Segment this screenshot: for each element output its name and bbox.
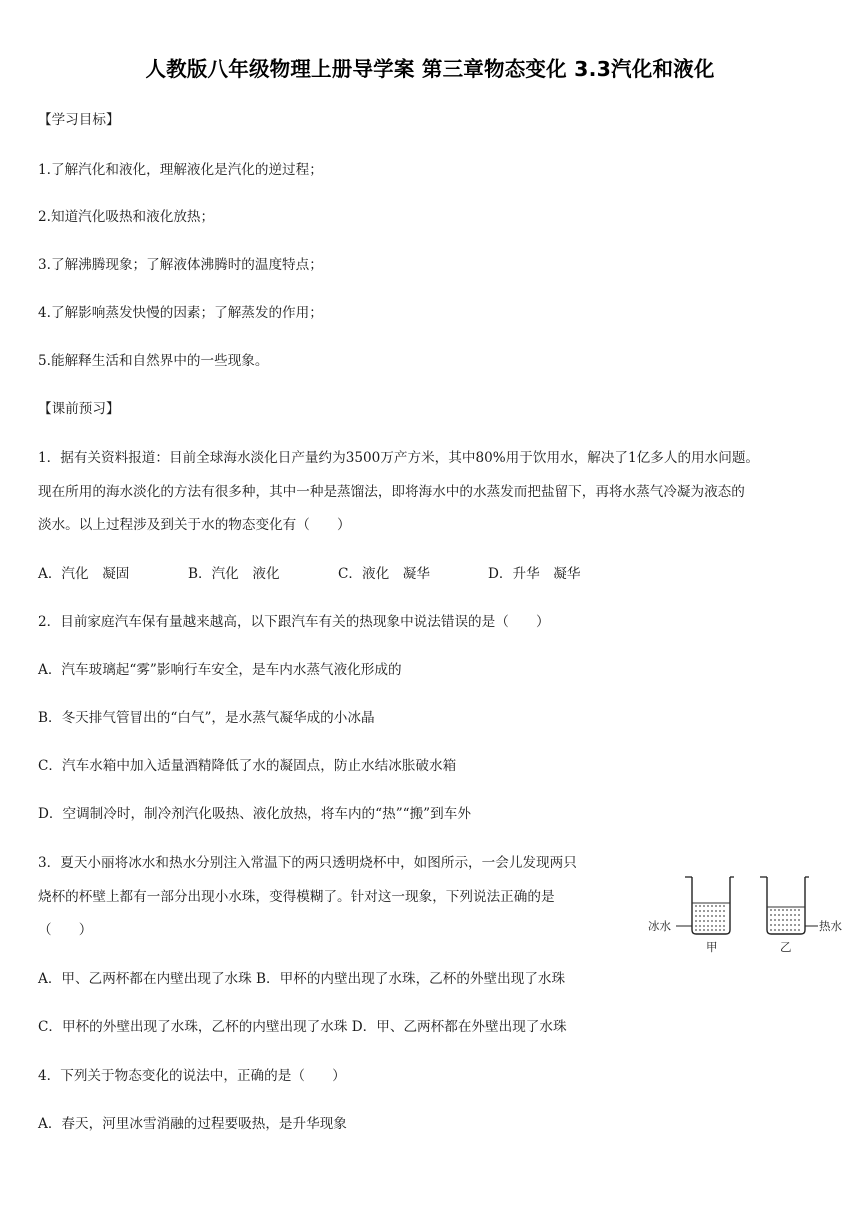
objective-item: 2.知道汽化吸热和液化放热； <box>38 209 215 225</box>
question-1-options <box>38 564 580 584</box>
preview-header: 【课前预习】 <box>38 401 120 417</box>
beaker-b <box>760 877 809 934</box>
question-2-option-b: B．冬天排气管冒出的“白气”，是水蒸气凝华成的小冰晶 <box>38 710 375 726</box>
question-3-option-cd: C．甲杯的外壁出现了水珠，乙杯的内壁出现了水珠 D．甲、乙两杯都在外壁出现了水珠 <box>38 1019 567 1035</box>
objective-item: 5.能解释生活和自然界中的一些现象。 <box>38 353 269 369</box>
label-cup-a: 甲 <box>706 940 718 954</box>
objectives-header: 【学习目标】 <box>38 112 120 128</box>
question-3-text: 烧杯的杯壁上都有一部分出现小水珠，变得模糊了。针对这一现象，下列说法正确的是 <box>38 889 555 905</box>
question-4-option-a: A．春天，河里冰雪消融的过程要吸热，是升华现象 <box>38 1116 347 1132</box>
beaker-a <box>685 877 734 934</box>
question-4-stem: 4．下列关于物态变化的说法中，正确的是（ ） <box>38 1068 346 1084</box>
beakers-diagram <box>648 872 848 958</box>
question-1-text: 1．据有关资料报道：目前全球海水淡化日产量约为3500万产方米，其中80%用于饮用水，解决了1亿多人的用水问题。 <box>38 450 760 466</box>
page-title: 人教版八年级物理上册导学案 第三章物态变化 3.3汽化和液化 <box>145 57 715 81</box>
question-3-text: （ ） <box>38 922 93 938</box>
label-hot-water: 热水 <box>819 919 842 933</box>
question-2-option-a: A．汽车玻璃起“雾”影响行车安全，是车内水蒸气液化形成的 <box>38 662 402 678</box>
objective-item: 1.了解汽化和液化，理解液化是汽化的逆过程； <box>38 162 323 178</box>
beaker-figure <box>648 872 848 958</box>
option-b: B．汽化 液化 <box>188 566 280 582</box>
objective-item: 4.了解影响蒸发快慢的因素；了解蒸发的作用； <box>38 305 323 321</box>
objective-item: 3.了解沸腾现象；了解液体沸腾时的温度特点； <box>38 257 323 273</box>
question-3-text: 3．夏天小丽将冰水和热水分别注入常温下的两只透明烧杯中，如图所示，一会儿发现两只 <box>38 855 577 871</box>
option-a: A．汽化 凝固 <box>38 566 130 582</box>
option-c: C．液化 凝华 <box>338 566 430 582</box>
option-d: D．升华 凝华 <box>488 566 581 582</box>
question-1-text: 现在所用的海水淡化的方法有很多种，其中一种是蒸馏法，即将海水中的水蒸发而把盐留下，再将水蒸气冷凝为液态的 <box>38 484 745 500</box>
question-2-option-c: C．汽车水箱中加入适量酒精降低了水的凝固点，防止水结冰胀破水箱 <box>38 758 457 774</box>
label-ice-water: 冰水 <box>648 919 671 933</box>
question-2-stem: 2．目前家庭汽车保有量越来越高，以下跟汽车有关的热现象中说法错误的是（ ） <box>38 614 550 630</box>
question-1-text: 淡水。以上过程涉及到关于水的物态变化有（ ） <box>38 517 351 533</box>
question-3-option-ab: A．甲、乙两杯都在内壁出现了水珠 B．甲杯的内壁出现了水珠，乙杯的外壁出现了水珠 <box>38 971 566 987</box>
label-cup-b: 乙 <box>780 940 792 954</box>
question-2-option-d: D．空调制冷时，制冷剂汽化吸热、液化放热，将车内的“热”“搬”到车外 <box>38 806 471 822</box>
